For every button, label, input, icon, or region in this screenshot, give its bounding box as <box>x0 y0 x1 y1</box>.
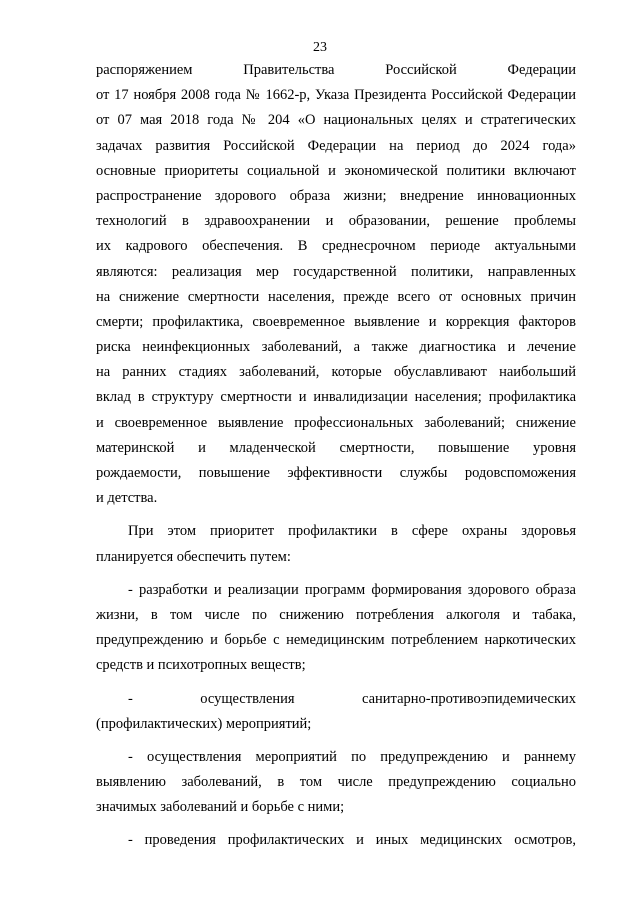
list-item-healthy-lifestyle <box>96 578 576 679</box>
paragraph-prevention-intro <box>96 519 576 569</box>
text-line: на ранних стадиях заболеваний, которые обуславливают наибольший <box>96 364 576 381</box>
page-number: 23 <box>313 40 327 55</box>
text-line: являются: реализация мер государственной политики, направленных <box>96 263 576 280</box>
paragraph-gap <box>96 511 576 519</box>
text-line: выявлению заболеваний, в том числе предупреждению социально <box>96 774 576 791</box>
text-line: от 07 мая 2018 года № 204 «О национальных целях и стратегических <box>96 112 576 129</box>
body-text <box>96 58 576 854</box>
text-line: вклад в структуру смертности и инвалидизации населения; профилактика <box>96 389 576 406</box>
text-line: технологий в здравоохранении и образовании, решение проблемы <box>96 213 576 230</box>
paragraph-gap <box>96 570 576 578</box>
text-line: планируется обеспечить путем: <box>96 548 291 565</box>
text-line: распространение здорового образа жизни; внедрение инновационных <box>96 187 576 204</box>
text-line: - осуществления санитарно-противоэпидемических <box>128 690 576 707</box>
text-line: распоряжением Правительства Российской Федерации <box>96 62 576 78</box>
text-line: на снижение смертности населения, прежде всего от основных причин <box>96 288 576 305</box>
text-line: значимых заболеваний и борьбе с ними; <box>96 799 345 816</box>
text-line: - разработки и реализации программ формирования здорового образа <box>128 581 576 598</box>
text-line: риска неинфекционных заболеваний, а также диагностика и лечение <box>96 339 576 356</box>
text-line: задачах развития Российской Федерации на период до 2024 года» <box>96 137 576 154</box>
text-line: и своевременное выявление профессиональных заболеваний; снижение <box>96 414 576 431</box>
text-line: материнской и младенческой смертности, повышение уровня <box>96 439 576 456</box>
list-item-sanitary-measures <box>96 687 576 737</box>
text-line: средств и психотропных веществ; <box>96 657 306 674</box>
text-line: рождаемости, повышение эффективности службы родовспоможения <box>96 465 576 481</box>
paragraph-gap <box>96 737 576 745</box>
text-line: предупреждению и борьбе с немедицинским потреблением наркотических <box>96 632 576 649</box>
text-line: и детства. <box>96 490 158 507</box>
text-line: смерти; профилактика, своевременное выявление и коррекция факторов <box>96 313 576 330</box>
paragraph-gap <box>96 820 576 828</box>
list-item-medical-checkups <box>96 828 576 853</box>
text-line: от 17 ноября 2008 года № 1662-р, Указа Президента Российской Федерации <box>96 87 576 104</box>
text-line: жизни, в том числе по снижению потребления алкоголя и табака, <box>96 606 576 623</box>
text-line: - осуществления мероприятий по предупреждению и раннему <box>128 748 576 765</box>
text-line: - проведения профилактических и иных медицинских осмотров, <box>128 832 576 849</box>
paragraph-priorities <box>96 58 576 511</box>
text-line: При этом приоритет профилактики в сфере охраны здоровья <box>128 523 576 540</box>
text-line: их кадрового обеспечения. В среднесрочном периоде актуальными <box>96 238 576 255</box>
text-line: основные приоритеты социальной и экономической политики включают <box>96 162 576 179</box>
list-item-early-detection <box>96 745 576 821</box>
text-line: (профилактических) мероприятий; <box>96 715 312 732</box>
paragraph-gap <box>96 679 576 687</box>
